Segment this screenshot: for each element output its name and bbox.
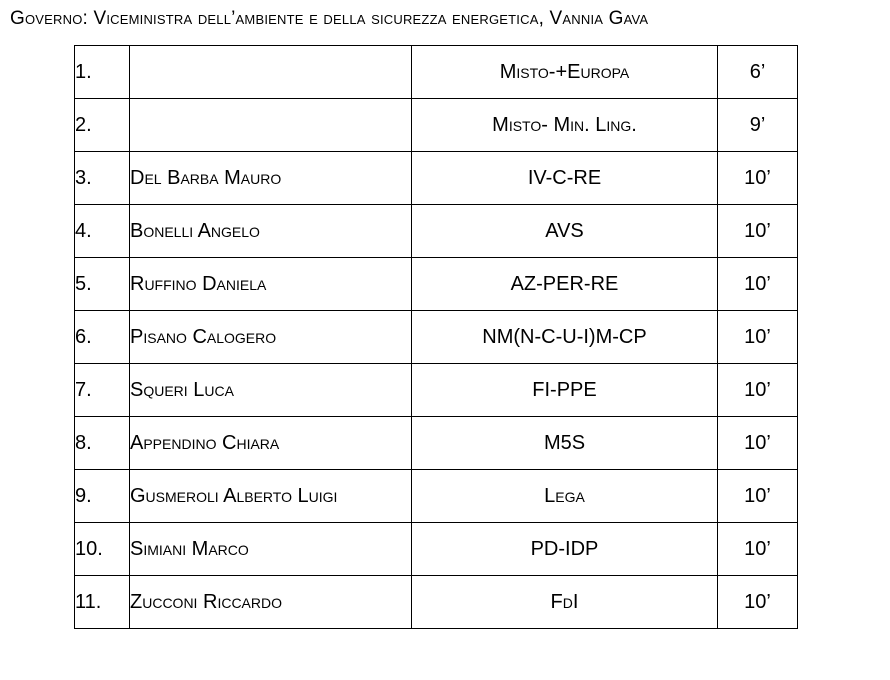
row-number: 10. bbox=[75, 523, 130, 576]
speaking-time: 10’ bbox=[718, 364, 798, 417]
party-group: AZ-PER-RE bbox=[412, 258, 718, 311]
speaker-name: Zucconi Riccardo bbox=[130, 576, 412, 629]
party-group: FI-PPE bbox=[412, 364, 718, 417]
speaking-time: 10’ bbox=[718, 470, 798, 523]
row-number: 7. bbox=[75, 364, 130, 417]
row-number: 11. bbox=[75, 576, 130, 629]
party-group: M5S bbox=[412, 417, 718, 470]
table-row bbox=[75, 576, 798, 629]
speaker-name bbox=[130, 99, 412, 152]
table-row bbox=[75, 46, 798, 99]
row-number: 2. bbox=[75, 99, 130, 152]
party-group: AVS bbox=[412, 205, 718, 258]
speaker-name: Bonelli Angelo bbox=[130, 205, 412, 258]
party-group: Misto-+Europa bbox=[412, 46, 718, 99]
speaker-name bbox=[130, 46, 412, 99]
party-group: NM(N-C-U-I)M-CP bbox=[412, 311, 718, 364]
table-row bbox=[75, 523, 798, 576]
speaker-name: Squeri Luca bbox=[130, 364, 412, 417]
party-group: FdI bbox=[412, 576, 718, 629]
speaking-time: 10’ bbox=[718, 311, 798, 364]
row-number: 4. bbox=[75, 205, 130, 258]
speaker-name: Appendino Chiara bbox=[130, 417, 412, 470]
speaker-name: Del Barba Mauro bbox=[130, 152, 412, 205]
party-group: PD-IDP bbox=[412, 523, 718, 576]
row-number: 6. bbox=[75, 311, 130, 364]
speaking-time: 10’ bbox=[718, 152, 798, 205]
table-row bbox=[75, 364, 798, 417]
speaker-name: Pisano Calogero bbox=[130, 311, 412, 364]
page-title: Governo: Viceministra dell’ambiente e della sicurezza energetica, Vannia Gava bbox=[10, 8, 649, 29]
table-row bbox=[75, 99, 798, 152]
speaker-name: Ruffino Daniela bbox=[130, 258, 412, 311]
speakers-table bbox=[74, 45, 798, 629]
row-number: 8. bbox=[75, 417, 130, 470]
row-number: 9. bbox=[75, 470, 130, 523]
row-number: 3. bbox=[75, 152, 130, 205]
speaker-name: Simiani Marco bbox=[130, 523, 412, 576]
table-row bbox=[75, 205, 798, 258]
speaking-time: 10’ bbox=[718, 576, 798, 629]
speaking-time: 6’ bbox=[718, 46, 798, 99]
speaking-time: 10’ bbox=[718, 205, 798, 258]
table-row bbox=[75, 470, 798, 523]
speaking-time: 10’ bbox=[718, 417, 798, 470]
row-number: 5. bbox=[75, 258, 130, 311]
table-row bbox=[75, 152, 798, 205]
speaker-name: Gusmeroli Alberto Luigi bbox=[130, 470, 412, 523]
row-number: 1. bbox=[75, 46, 130, 99]
table-row bbox=[75, 417, 798, 470]
party-group: Misto- Min. Ling. bbox=[412, 99, 718, 152]
party-group: Lega bbox=[412, 470, 718, 523]
party-group: IV-C-RE bbox=[412, 152, 718, 205]
speaking-time: 9’ bbox=[718, 99, 798, 152]
table-row bbox=[75, 258, 798, 311]
speaking-time: 10’ bbox=[718, 523, 798, 576]
table-row bbox=[75, 311, 798, 364]
speaking-time: 10’ bbox=[718, 258, 798, 311]
